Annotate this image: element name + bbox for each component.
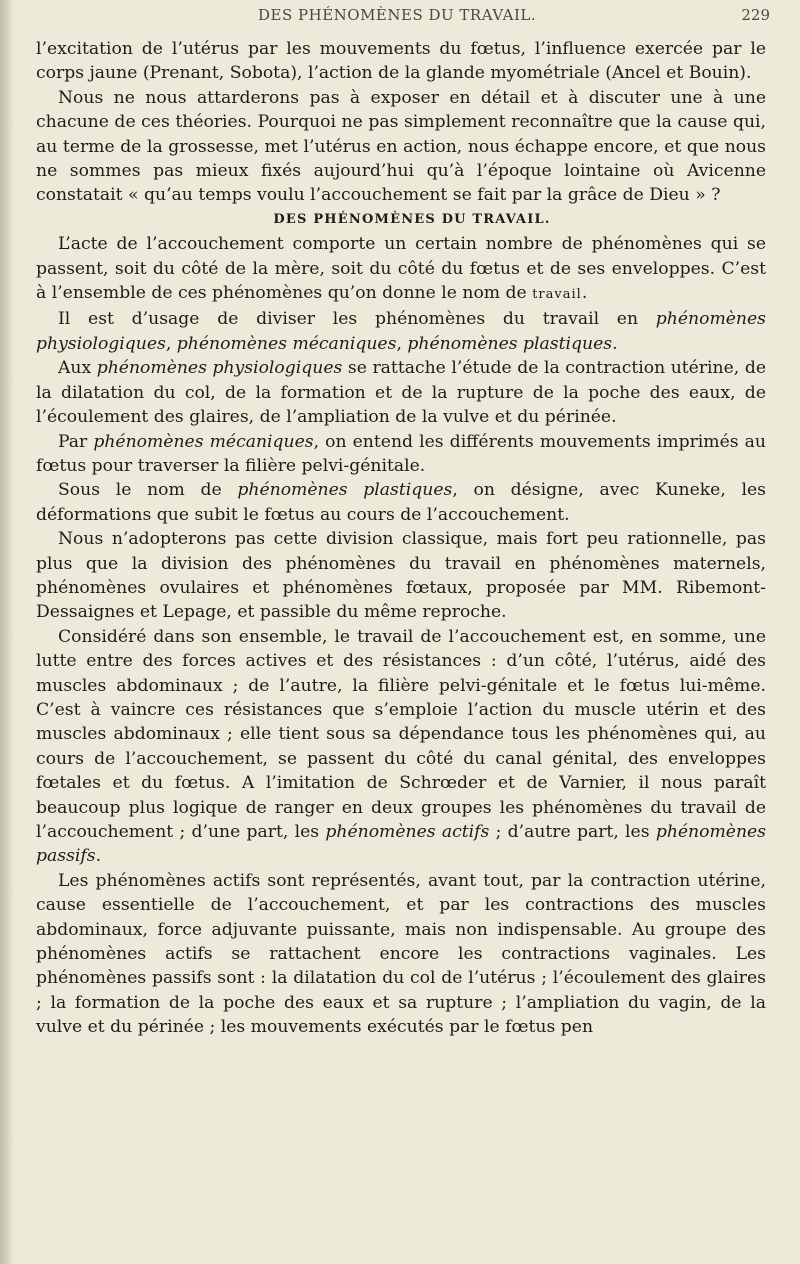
paragraph: Par phénomènes mécaniques, on entend les différents mouvements imprimés au fœtus pour traverser la filière pelvi-génitale. bbox=[36, 431, 766, 476]
paragraph: l’excitation de l’utérus par les mouvements du fœtus, l’influence exercée par le corps jaune (Prenant, Sobota), l’action de la glande myométriale (Ancel et Bouin). bbox=[36, 39, 766, 84]
paragraph: Considéré dans son ensemble, le travail de l’accouchement est, en somme, une lutte entre des forces actives et des résistances : d’un côté, l’utérus, aidé des muscles abdominaux ; de l’autre, la filière pelvi-génitale et le fœtus lui-même. C’est à vaincre ces résistances que s’emploie l’action du muscle utérin et des muscles abdominaux ; elle tient sous sa dépendance tous les phénomènes qui, au cours de l’accouchement, se passent du côté du canal génital, des enveloppes fœtales et du fœtus. A l’imitation de Schrœder et de Varnier, il nous paraît beaucoup plus logique de ranger en deux groupes les phénomènes du travail de l’accouchement ; d’une part, les phénomènes actifs ; d’autre part, les phénomènes passifs. bbox=[36, 626, 767, 867]
running-head bbox=[0, 6, 800, 30]
term-travail: travail bbox=[532, 287, 582, 303]
paragraph: Il est d’usage de diviser les phénomènes du travail en phénomènes physiologiques, phénomènes mécaniques, phénomènes plastiques. bbox=[36, 309, 766, 354]
paragraph: Sous le nom de phénomènes plastiques, on désigne, avec Kuneke, les déformations que subit le fœtus au cours de l’accouchement. bbox=[36, 480, 766, 525]
body-text bbox=[36, 37, 766, 1040]
binding-shadow bbox=[0, 0, 14, 1264]
section-title: DES PHÉNOMÈNES DU TRAVAIL. bbox=[273, 211, 551, 227]
paragraph: Nous n’adopterons pas cette division classique, mais fort peu rationnelle, pas plus que la division des phénomènes du travail en phénomènes maternels, phénomènes ovulaires et phénomènes fœtaux, proposée par MM. Ribemont-Dessaignes et Lepage, et passible du même reproche. bbox=[36, 529, 766, 623]
paragraph: L’acte de l’accouchement comporte un certain nombre de phénomènes qui se passent, soit du côté de la mère, soit du côté du fœtus et de ses enveloppes. C’est à l’ensemble de ces phénomènes qu’on donne le nom de travail. bbox=[36, 234, 766, 304]
running-title: DES PHÉNOMÈNES DU TRAVAIL. bbox=[258, 6, 537, 24]
paragraph: Nous ne nous attarderons pas à exposer en détail et à discuter une à une chacune de ces théories. Pourquoi ne pas simplement reconnaître que la cause qui, au terme de la grossesse, met l’utérus en action, nous échappe encore, et que nous ne sommes pas mieux fixés aujourd’hui qu’à l’époque lointaine où Avicenne constatait « qu’au temps voulu l’accouchement se fait par la grâce de Dieu » ? bbox=[36, 87, 766, 206]
page-number: 229 bbox=[741, 6, 770, 24]
paragraph: Les phénomènes actifs sont représentés, avant tout, par la contraction utérine, cause essentielle de l’accouchement, et par les contractions des muscles abdominaux, force adjuvante puissante, mais non indispensable. Au groupe des phénomènes actifs se rattachent encore les contractions vaginales. Les phénomènes passifs sont : la dilatation du col de l’utérus ; l’écoulement des glaires ; la formation de la poche des eaux et sa rupture ; l’ampliation du vagin, de la vulve et du périnée ; les mouvements exécutés par le fœtus pen bbox=[36, 870, 766, 1038]
paragraph: Aux phénomènes physiologiques se rattache l’étude de la contraction utérine, de la dilatation du col, de la formation et de la rupture de la poche des eaux, de l’écoulement des glaires, de l’ampliation de la vulve et du périnée. bbox=[36, 358, 766, 428]
